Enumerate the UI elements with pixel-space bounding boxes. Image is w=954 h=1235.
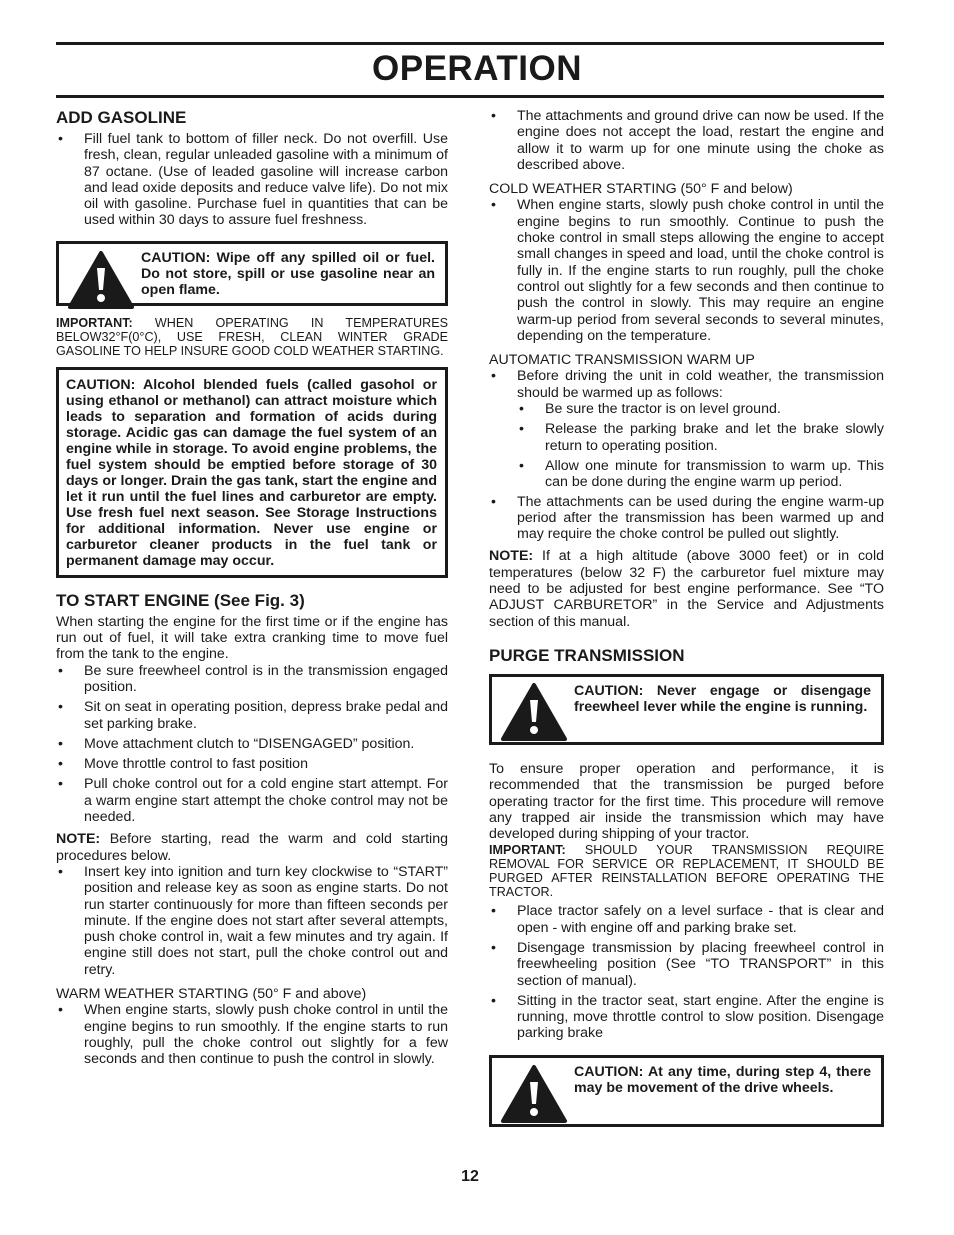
list-item: • Pull choke control out for a cold engine start attempt. For a warm engine start attempt the choke control may not be needed. bbox=[56, 776, 448, 825]
purge-important bbox=[489, 843, 884, 899]
list-item: • Insert key into ignition and turn key clockwise to “START” position and release key as soon as engine starts. Do not run starter continuously for more than fifteen seconds per minute. If the engine does not start after several attempts, push choke control in, wait a few minutes and try again. If engine still does not start, pull the choke control out and retry. bbox=[56, 864, 448, 978]
important-label: IMPORTANT: bbox=[489, 843, 566, 858]
note-text: Before starting, read the warm and cold starting procedures below. bbox=[56, 831, 448, 864]
warning-icon bbox=[500, 682, 568, 742]
note-label: NOTE: bbox=[56, 831, 101, 848]
start-engine-note bbox=[56, 831, 448, 864]
caution-box-alcohol bbox=[56, 367, 448, 578]
key-start-list bbox=[56, 864, 448, 978]
list-item: • Be sure freewheel control is in the transmission engaged position. bbox=[56, 663, 448, 696]
important-text: WHEN OPERATING IN TEMPERATURES BELOW32°F(0°C), USE FRESH, CLEAN WINTER GRADE GASOLINE TO HELP INSURE GOOD COLD WEATHER STARTING. bbox=[56, 315, 448, 358]
list-item: • The attachments and ground drive can now be used. If the engine does not accept the load, restart the engine and allow it to warm up for one minute using the choke as described above. bbox=[489, 108, 884, 173]
list-item: • Place tractor safely on a level surface - that is clear and open - with engine off and parking brake set. bbox=[489, 903, 884, 936]
warning-icon bbox=[500, 1064, 568, 1124]
important-label: IMPORTANT: bbox=[56, 315, 133, 330]
list-item: • When engine starts, slowly push choke control in until the engine begins to run smoothly. Continue to push the choke control in small steps allowing the engine to accept small changes in speed and load, until the choke control is fully in. If the engine starts to run roughly, pull the choke control out slightly for a few seconds and then continue to push the control in slowly. This may require an engine warm-up period from several seconds to several minutes, depending on the temperature. bbox=[489, 197, 884, 344]
auto-transmission-list bbox=[489, 368, 884, 401]
start-engine-intro: When starting the engine for the first time or if the engine has run out of fuel, it will take extra cranking time to move fuel from the tank to the engine. bbox=[56, 613, 448, 663]
cold-weather-list bbox=[489, 197, 884, 344]
list-item: • Disengage transmission by placing freewheel control in freewheeling position (See “TO TRANSPORT” in this section of manual). bbox=[489, 940, 884, 989]
header-rule-bottom bbox=[56, 95, 884, 98]
note-label: NOTE: bbox=[489, 548, 534, 565]
page-number: 12 bbox=[461, 1168, 479, 1185]
warning-icon bbox=[67, 250, 135, 310]
list-item: • The attachments can be used during the engine warm-up period after the transmission has been warmed up and may require the choke control be pulled out slightly. bbox=[489, 494, 884, 543]
caution-box-freewheel bbox=[489, 674, 884, 745]
list-item: • Allow one minute for transmission to warm up. This can be done during the engine warm up period. bbox=[517, 458, 884, 491]
important-winter-note bbox=[56, 316, 448, 358]
purge-intro: To ensure proper operation and performance, it is recommended that the transmission be purged before operating tractor for the first time. This procedure will remove any trapped air inside the transmission which may have developed during shipping of your tractor. bbox=[489, 760, 884, 843]
attachments-list bbox=[489, 108, 884, 173]
list-item: • Fill fuel tank to bottom of filler neck. Do not overfill. Use fresh, clean, regular unleaded gasoline with a minimum of 87 octane. (Use of leaded gasoline will increase carbon and lead oxide deposits and reduce valve life). Do not mix oil with gasoline. Purchase fuel in quantities that can be used within 30 days to assure fuel freshness. bbox=[56, 131, 448, 229]
list-item: • Before driving the unit in cold weather, the transmission should be warmed up as follows: bbox=[489, 368, 884, 401]
list-item: • Be sure the tractor is on level ground. bbox=[517, 401, 884, 417]
caution-box-movement bbox=[489, 1055, 884, 1127]
warm-weather-heading: WARM WEATHER STARTING (50° F and above) bbox=[56, 986, 367, 1003]
list-item: • Sitting in the tractor seat, start engine. After the engine is running, move throttle control to slow position. Disengage parking brake bbox=[489, 993, 884, 1042]
cold-weather-heading: COLD WEATHER STARTING (50° F and below) bbox=[489, 181, 793, 198]
list-item: • Move attachment clutch to “DISENGAGED” position. bbox=[56, 736, 448, 752]
add-gasoline-list bbox=[56, 131, 448, 229]
caution-box-spill bbox=[56, 241, 448, 306]
auto-transmission-sublist bbox=[489, 401, 884, 490]
caution-text: CAUTION: Wipe off any spilled oil or fuel. Do not store, spill or use gasoline near an open flame. bbox=[141, 249, 435, 298]
caution-text: CAUTION: Alcohol blended fuels (called gasohol or using ethanol or methanol) can attract moisture which leads to separation and formation of acids during storage. Acidic gas can damage the fuel system of an engine while in storage. To avoid engine problems, the fuel system should be emptied before storage of 30 days or longer. Drain the gas tank, start the engine and let it run until the fuel lines and carburetor are empty. Use fresh fuel next season. See Storage Instructions for additional information. Never use engine or carburetor cleaner products in the fuel tank or permanent damage may occur. bbox=[66, 376, 437, 569]
add-gasoline-heading: ADD GASOLINE bbox=[56, 108, 187, 127]
auto-transmission-list-2 bbox=[489, 494, 884, 543]
warm-weather-list bbox=[56, 1002, 448, 1067]
right-column bbox=[489, 108, 884, 1127]
purge-heading: PURGE TRANSMISSION bbox=[489, 645, 685, 665]
left-column bbox=[56, 108, 448, 1068]
caution-text: CAUTION: At any time, during step 4, there may be movement of the drive wheels. bbox=[574, 1063, 871, 1096]
page-title: OPERATION bbox=[372, 49, 582, 88]
header-rule-top bbox=[56, 42, 884, 45]
purge-list bbox=[489, 903, 884, 1041]
list-item: • Move throttle control to fast position bbox=[56, 756, 448, 772]
note-text: If at a high altitude (above 3000 feet) or in cold temperatures (below 32 F) the carburetor fuel mixture may need to be adjusted for best engine performance. See “TO ADJUST CARBURETOR” in the Service and Adjustments section of this manual. bbox=[489, 548, 884, 630]
start-engine-heading: TO START ENGINE (See Fig. 3) bbox=[56, 590, 305, 610]
list-item: • Sit on seat in operating position, depress brake pedal and set parking brake. bbox=[56, 699, 448, 732]
caution-text: CAUTION: Never engage or disengage freewheel lever while the engine is running. bbox=[574, 682, 871, 715]
altitude-note bbox=[489, 548, 884, 629]
list-item: • Release the parking brake and let the brake slowly return to operating position. bbox=[517, 421, 884, 454]
list-item: • When engine starts, slowly push choke control in until the engine begins to run smoothly. If the engine starts to run roughly, pull the choke control out slightly for a few seconds and then continue to push the control in slowly. bbox=[56, 1002, 448, 1067]
start-engine-list bbox=[56, 663, 448, 826]
auto-transmission-heading: AUTOMATIC TRANSMISSION WARM UP bbox=[489, 352, 755, 369]
important-text: SHOULD YOUR TRANSMISSION REQUIRE REMOVAL FOR SERVICE OR REPLACEMENT, IT SHOULD BE PURGED AFTER REINSTALLATION BEFORE OPERATING THE TRACTOR. bbox=[489, 843, 884, 900]
